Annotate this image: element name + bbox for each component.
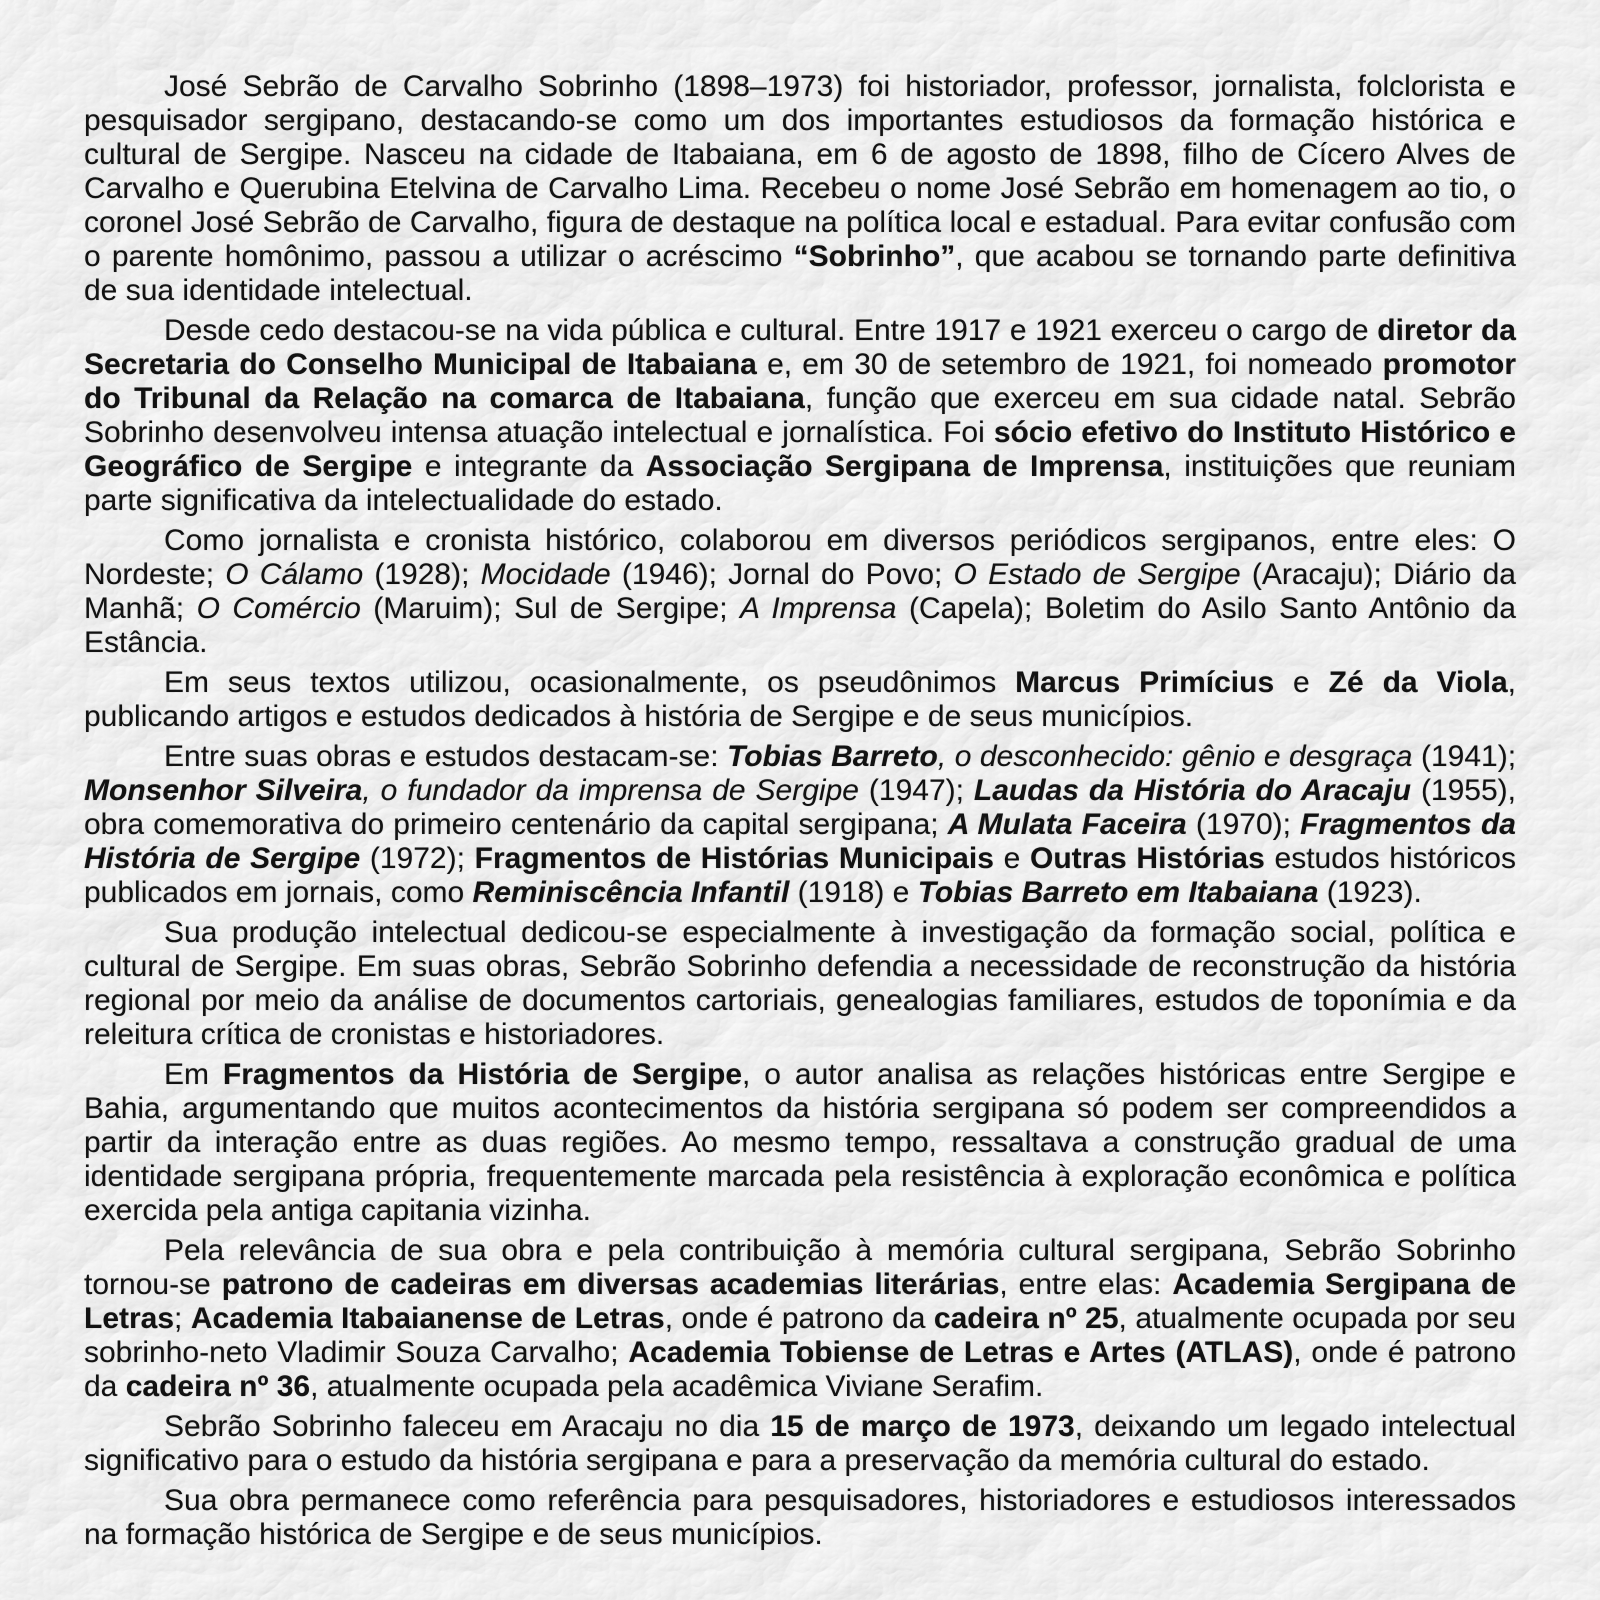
text-run: Desde cedo destacou-se na vida pública e cultural. Entre 1917 e 1921 exerceu o cargo de [164,314,1378,347]
text-run: Zé da Viola [1328,666,1508,699]
text-run: Fragmentos da História de Sergipe [222,1058,743,1091]
paragraph [84,1484,1516,1552]
text-run: O Estado de Sergipe [953,558,1241,591]
text-run: , função que exerceu em sua cidade natal. Sebrão Sobrinho desenvolveu intensa atuação intelectual e jornalística. Foi [84,382,1516,449]
text-run: diretor da Secretaria do Conselho Municipal de Itabaiana [84,314,1516,381]
paragraph [84,916,1516,1052]
text-run: (1918) e [789,876,918,909]
text-run: (1923). [1318,876,1422,909]
text-run: Laudas da História do Aracaju [973,774,1411,807]
text-run: , entre elas: [999,1268,1173,1301]
text-run: , o autor analisa as relações históricas entre Sergipe e Bahia, argumentando que muitos acontecimentos da história sergipana só podem ser compreendidos a partir da interação entre as duas regiões. Ao mesmo tempo, ressaltava a construção gradual de uma identidade sergipana própria, frequentemente marcada pela resistência à exploração econômica e política exercida pela antiga capitania vizinha. [84,1058,1516,1227]
text-run: A Imprensa [740,592,897,625]
text-run: (1972); [360,842,475,875]
text-run: O Cálamo [225,558,364,591]
text-run: ; [174,1302,191,1335]
paragraph [84,1234,1516,1404]
text-run: Em seus textos utilizou, ocasionalmente, os pseudônimos [164,666,1016,699]
text-run: , o desconhecido: gênio e desgraça [937,740,1413,773]
text-run: (1970); [1186,808,1301,841]
text-run: Academia Itabaianense de Letras [190,1302,665,1335]
text-run: Sua obra permanece como referência para pesquisadores, historiadores e estudiosos interessados na formação histórica de Sergipe e de seus municípios. [84,1484,1516,1551]
text-run: (1947); [858,774,974,807]
text-run: sócio efetivo do Instituto Histórico e Geográfico de Sergipe [84,416,1516,483]
text-run: e integrante da [412,450,646,483]
text-run: Sebrão Sobrinho faleceu em Aracaju no dia [164,1410,771,1443]
text-run: e [993,842,1030,875]
text-run: (1941); [1412,740,1517,773]
text-run: Academia Sergipana de Letras [84,1268,1517,1335]
text-run: Tobias Barreto em Itabaiana [917,876,1319,909]
text-run: , instituições que reuniam parte significativa da intelectualidade do estado. [84,450,1517,517]
text-run: Como jornalista e cronista histórico, colaborou em diversos periódicos sergipanos, entre eles: O Nordeste; [84,524,1516,591]
text-run: “Sobrinho” [793,240,956,273]
text-run: Associação Sergipana de Imprensa [645,450,1164,483]
text-run: , onde é patrono da [664,1302,934,1335]
paragraph [84,740,1516,910]
text-run: A Mulata Faceira [947,808,1187,841]
text-run: Mocidade [480,558,611,591]
paragraph [84,314,1516,518]
paragraph [84,1410,1516,1478]
text-run: Em [164,1058,223,1091]
text-run: patrono de cadeiras em diversas academias literárias [221,1268,1000,1301]
text-run: cadeira nº 36 [125,1370,311,1403]
document [84,70,1516,1600]
text-run: e, em 30 de setembro de 1921, foi nomeado [756,348,1383,381]
text-run: , que acabou se tornando parte definitiva de sua identidade intelectual. [84,240,1516,307]
text-run: (1946); Jornal do Povo; [610,558,954,591]
text-run: Pela relevância de sua obra e pela contribuição à memória cultural sergipana, Sebrão Sobrinho tornou-se [84,1234,1516,1301]
text-run: , publicando artigos e estudos dedicados à história de Sergipe e de seus municípios. [84,666,1516,733]
text-run: (Maruim); Sul de Sergipe; [360,592,741,625]
paragraph [84,70,1516,308]
paragraph [84,524,1516,660]
text-run: e [1274,666,1329,699]
text-run: Outras Histórias [1030,842,1265,875]
text-run: Marcus Primícius [1015,666,1275,699]
text-run: Fragmentos da História de Sergipe [84,808,1516,875]
document-body [84,70,1516,1552]
text-run: Sua produção intelectual dedicou-se especialmente à investigação da formação social, política e cultural de Sergipe. Em suas obras, Sebrão Sobrinho defendia a necessidade de reconstrução da história regional por meio da análise de documentos cartoriais, genealogias familiares, estudos de toponímia e da releitura crítica de cronistas e historiadores. [84,916,1516,1051]
text-run: , atualmente ocupada por seu sobrinho-neto Vladimir Souza Carvalho; [84,1302,1516,1369]
text-run: (1955), obra comemorativa do primeiro centenário da capital sergipana; [84,774,1516,841]
text-run: Reminiscência Infantil [472,876,790,909]
paragraph [84,666,1516,734]
text-run: (Aracaju); Diário da Manhã; [84,558,1516,625]
text-run: , deixando um legado intelectual significativo para o estudo da história sergipana e para a preservação da memória cultural do estado. [84,1410,1516,1477]
text-run: O Comércio [196,592,361,625]
text-run: Academia Tobiense de Letras e Artes (ATLAS) [628,1336,1294,1369]
text-run: cadeira nº 25 [933,1302,1119,1335]
text-run: Entre suas obras e estudos destacam-se: [164,740,728,773]
text-run: Fragmentos de Histórias Municipais [474,842,994,875]
text-run: estudos históricos publicados em jornais, como [84,842,1516,909]
text-run: promotor do Tribunal da Relação na comarca de Itabaiana [84,348,1516,415]
paragraph [84,1058,1516,1228]
text-run: (1928); [363,558,481,591]
text-run: José Sebrão de Carvalho Sobrinho (1898–1973) foi historiador, professor, jornalista, folclorista e pesquisador sergipano, destacando-se como um dos importantes estudiosos da formação histórica e cultural de Sergipe. Nasceu na cidade de Itabaiana, em 6 de agosto de 1898, filho de Cícero Alves de Carvalho e Querubina Etelvina de Carvalho Lima. Recebeu o nome José Sebrão em homenagem ao tio, o coronel José Sebrão de Carvalho, figura de destaque na política local e estadual. Para evitar confusão com o parente homônimo, passou a utilizar o acréscimo [84,70,1516,273]
text-run: , o fundador da imprensa de Sergipe [362,774,859,807]
text-run: , onde é patrono da [84,1336,1517,1403]
text-run: Tobias Barreto [727,740,938,773]
text-run: (Capela); Boletim do Asilo Santo Antônio da Estância. [84,592,1516,659]
text-run: 15 de março de 1973 [770,1410,1075,1443]
text-run: Monsenhor Silveira [84,774,363,807]
text-run: , atualmente ocupada pela acadêmica Viviane Serafim. [310,1370,1044,1403]
